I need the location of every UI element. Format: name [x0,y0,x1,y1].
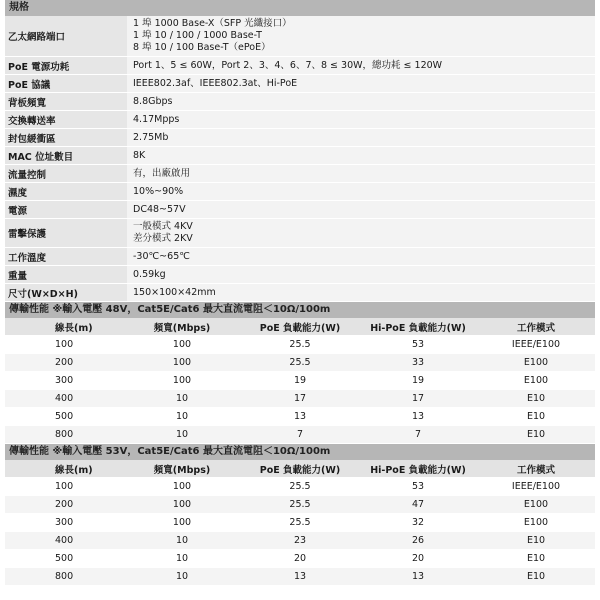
spec-value-line: 4.17Mpps [133,113,180,125]
spec-label: PoE 協議 [5,75,127,92]
spec-label: 流量控制 [5,165,127,182]
table-cell: 100 [123,478,241,496]
table-row [5,372,595,390]
spec-label: 電源 [5,201,127,218]
spec-row [5,57,595,75]
table-cell: E10 [477,568,595,586]
spec-value-line: 差分模式 2KV [133,233,193,244]
perf-column-header: Hi-PoE 負載能力(W) [359,460,477,478]
table-cell: 7 [241,426,359,444]
table-cell: 53 [359,478,477,496]
spec-row [5,165,595,183]
perf-column-header: 頻寬(Mbps) [123,460,241,478]
spec-value-line: 10%~90% [133,185,184,197]
table-cell: 32 [359,514,477,532]
table-cell: E100 [477,496,595,514]
table-cell: 10 [123,550,241,568]
table-row [5,550,595,568]
spec-value-line: 8 埠 10 / 100 Base-T（ePoE） [133,42,271,53]
spec-row [5,93,595,111]
table-cell: 100 [123,372,241,390]
spec-label: PoE 電源功耗 [5,57,127,74]
spec-label: 濕度 [5,183,127,200]
table-cell: 800 [5,426,123,444]
table-cell: 10 [123,390,241,408]
spec-row [5,111,595,129]
table-cell: E10 [477,408,595,426]
spec-label: 背板頻寬 [5,93,127,110]
spec-table [5,16,595,302]
performance-sections [5,302,595,586]
spec-value [127,129,595,146]
spec-value [127,266,595,283]
table-cell: 19 [359,372,477,390]
table-cell: 13 [359,408,477,426]
perf-header-row [5,460,595,478]
spec-value-line: 1 埠 10 / 100 / 1000 Base-T [133,30,262,41]
table-cell: 100 [123,336,241,354]
table-cell: 26 [359,532,477,550]
table-row [5,354,595,372]
perf-column-header: 頻寬(Mbps) [123,318,241,336]
table-cell: 100 [123,514,241,532]
spec-row [5,248,595,266]
spec-label: 工作溫度 [5,248,127,265]
perf-header-row [5,318,595,336]
perf-section-title: 傳輸性能 ※輸入電壓 53V，Cat5E/Cat6 最大直流電阻＜10Ω/100m [5,444,595,460]
table-row [5,408,595,426]
spec-row [5,75,595,93]
table-cell: 10 [123,532,241,550]
spec-value [127,147,595,164]
perf-column-header: PoE 負載能力(W) [241,318,359,336]
table-cell: 19 [241,372,359,390]
spec-row [5,219,595,248]
spec-value-line: 一般模式 4KV [133,221,193,232]
spec-value [127,183,595,200]
perf-column-header: 線長(m) [5,460,123,478]
table-cell: E100 [477,514,595,532]
perf-column-header: PoE 負載能力(W) [241,460,359,478]
table-row [5,568,595,586]
spec-value-line: 2.75Mb [133,131,169,143]
table-cell: 20 [359,550,477,568]
table-cell: 20 [241,550,359,568]
table-row [5,426,595,444]
spec-value-line: 有，出廠啟用 [133,167,191,179]
table-cell: 10 [123,568,241,586]
spec-value-line: DC48~57V [133,203,186,215]
table-cell: IEEE/E100 [477,478,595,496]
spec-label: 雷擊保護 [5,219,127,247]
table-cell: 17 [359,390,477,408]
table-cell: 800 [5,568,123,586]
table-cell: 200 [5,354,123,372]
spec-row [5,201,595,219]
perf-column-header: 工作模式 [477,460,595,478]
spec-value-line: -30℃~65℃ [133,250,190,262]
perf-column-header: Hi-PoE 負載能力(W) [359,318,477,336]
table-cell: E10 [477,390,595,408]
spec-document [5,0,595,586]
table-cell: E10 [477,532,595,550]
spec-row [5,129,595,147]
table-cell: 23 [241,532,359,550]
table-row [5,514,595,532]
spec-value-line: 0.59kg [133,268,166,280]
perf-section-title: 傳輸性能 ※輸入電壓 48V，Cat5E/Cat6 最大直流電阻＜10Ω/100m [5,302,595,318]
spec-row [5,16,595,57]
spec-label: 尺寸(W×D×H) [5,284,127,301]
table-cell: 13 [359,568,477,586]
table-cell: 400 [5,532,123,550]
spec-value [127,16,595,56]
table-row [5,478,595,496]
table-cell: 400 [5,390,123,408]
table-cell: 25.5 [241,336,359,354]
table-row [5,532,595,550]
table-cell: 7 [359,426,477,444]
spec-row [5,266,595,284]
table-cell: 100 [5,336,123,354]
table-cell: 47 [359,496,477,514]
table-cell: 300 [5,372,123,390]
table-cell: 25.5 [241,354,359,372]
spec-value [127,201,595,218]
spec-label: 重量 [5,266,127,283]
spec-label: 交換轉送率 [5,111,127,128]
spec-value-line: 1 埠 1000 Base-X（SFP 光纖接口） [133,18,292,29]
table-cell: 25.5 [241,478,359,496]
table-cell: 33 [359,354,477,372]
perf-column-header: 工作模式 [477,318,595,336]
table-cell: 100 [123,496,241,514]
spec-row [5,183,595,201]
table-cell: 10 [123,426,241,444]
table-cell: 100 [123,354,241,372]
table-cell: 500 [5,550,123,568]
spec-row [5,284,595,302]
table-cell: 25.5 [241,514,359,532]
table-cell: 13 [241,568,359,586]
table-cell: 10 [123,408,241,426]
spec-value [127,75,595,92]
spec-value [127,111,595,128]
table-cell: 200 [5,496,123,514]
spec-label: MAC 位址數目 [5,147,127,164]
spec-value-line: 8K [133,149,146,161]
table-cell: 53 [359,336,477,354]
table-cell: E100 [477,372,595,390]
spec-value [127,93,595,110]
table-cell: 100 [5,478,123,496]
spec-value [127,219,595,247]
spec-section-title: 規格 [5,0,595,16]
spec-value-line: 8.8Gbps [133,95,173,107]
perf-table [5,460,595,586]
perf-table [5,318,595,444]
table-cell: 13 [241,408,359,426]
spec-value-line: IEEE802.3af、IEEE802.3at、Hi-PoE [133,77,298,89]
table-cell: 17 [241,390,359,408]
spec-value [127,248,595,265]
spec-value [127,57,595,74]
spec-label: 乙太網路端口 [5,16,127,56]
table-row [5,390,595,408]
table-cell: 25.5 [241,496,359,514]
spec-value [127,284,595,301]
perf-column-header: 線長(m) [5,318,123,336]
spec-value [127,165,595,182]
table-cell: 300 [5,514,123,532]
table-cell: E10 [477,426,595,444]
table-row [5,336,595,354]
table-cell: 500 [5,408,123,426]
table-row [5,496,595,514]
spec-row [5,147,595,165]
spec-value-line: 150×100×42mm [133,286,216,298]
table-cell: E100 [477,354,595,372]
table-cell: E10 [477,550,595,568]
spec-label: 封包緩衝區 [5,129,127,146]
table-cell: IEEE/E100 [477,336,595,354]
spec-value-line: Port 1、5 ≤ 60W，Port 2、3、4、6、7、8 ≤ 30W，總功耗 ≤ 120W [133,59,443,71]
